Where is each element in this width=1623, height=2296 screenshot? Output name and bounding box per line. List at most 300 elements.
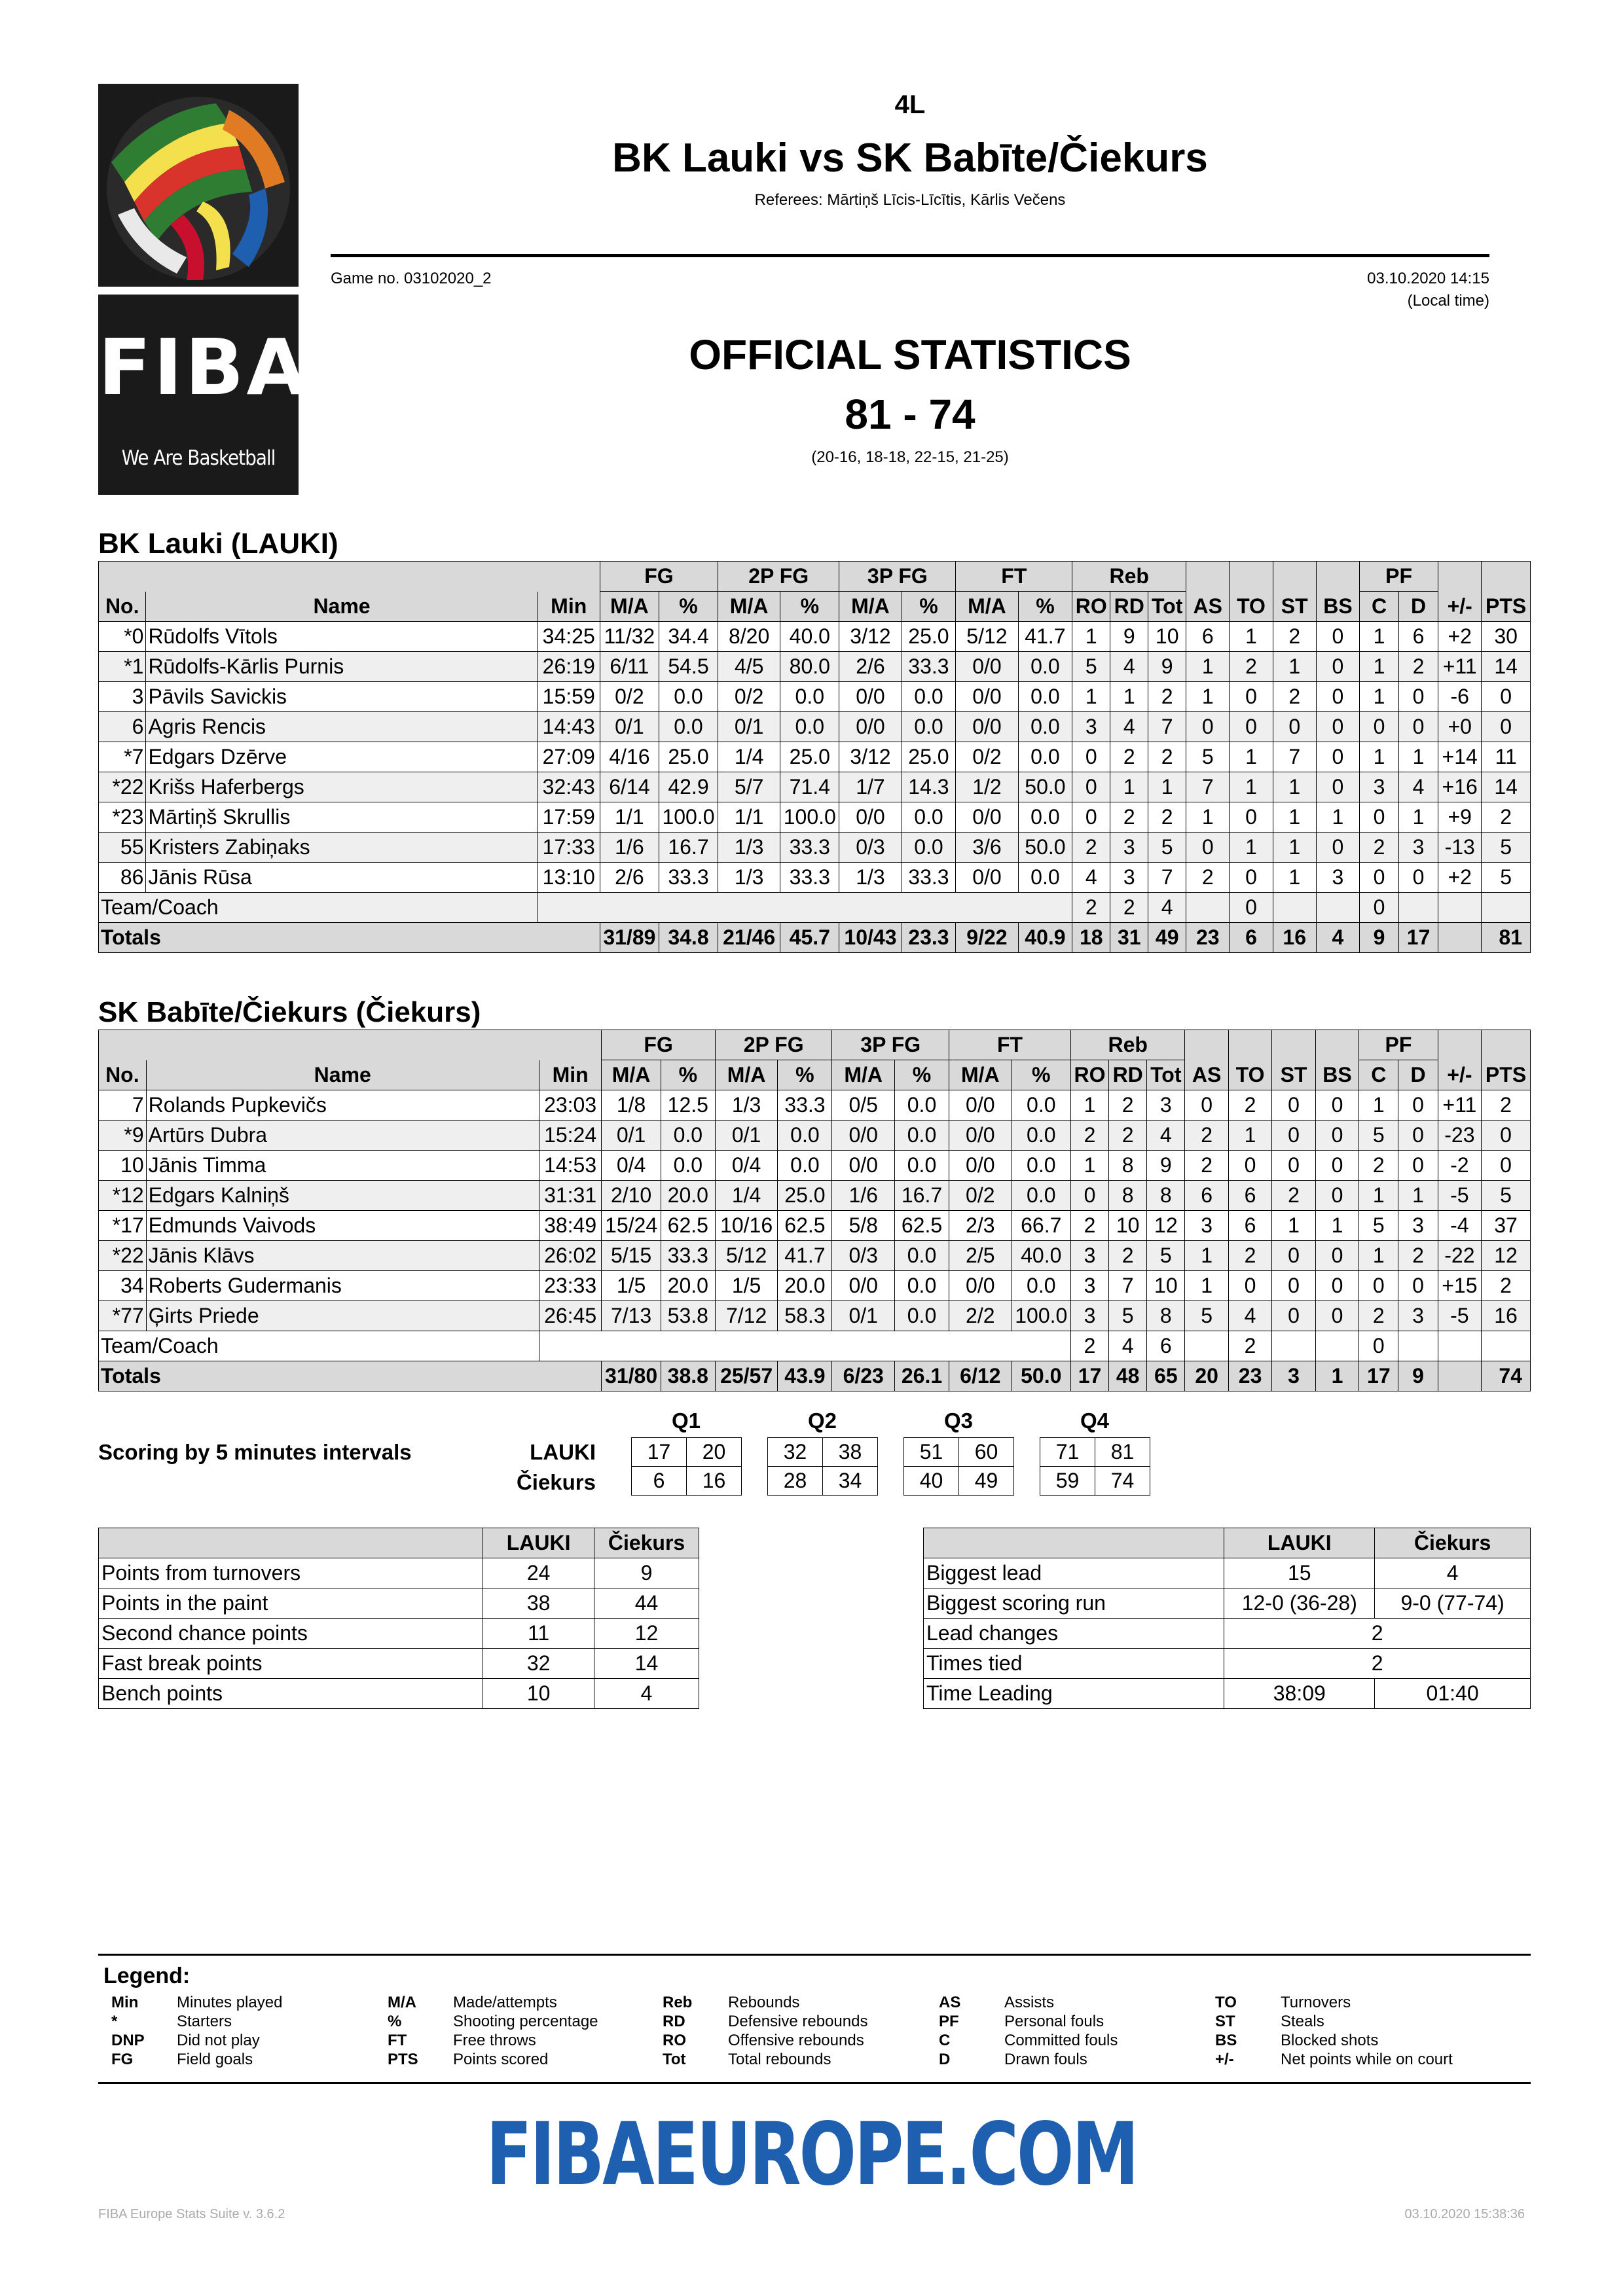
totals-row [99, 1361, 1531, 1391]
stat-cell: 1/3 [718, 863, 780, 893]
player-row[interactable] [99, 1090, 1531, 1121]
stat-cell: 27:09 [538, 742, 600, 772]
legend-value: Points scored [453, 2051, 549, 2068]
stat-cell: 11 [1482, 742, 1531, 772]
stat-cell: 0.0 [1012, 1121, 1070, 1151]
stat-cell: 1 [1273, 863, 1316, 893]
player-row[interactable] [99, 1271, 1531, 1301]
player-row[interactable] [99, 622, 1531, 652]
stat-cell: 0 [1360, 863, 1399, 893]
stat-cell: 2 [1070, 1121, 1108, 1151]
player-number: *0 [99, 622, 146, 652]
stat-cell: 25.0 [902, 622, 956, 652]
player-name: Roberts Gudermanis [146, 1271, 539, 1301]
stat-cell: 4 [1228, 1301, 1271, 1331]
stat-cell: +11 [1438, 652, 1482, 682]
mini-row-value: 32 [483, 1649, 594, 1679]
stat-cell: 0 [1482, 1121, 1531, 1151]
stat-cell: 1/3 [718, 833, 780, 863]
mini-row-label: Points from turnovers [99, 1558, 483, 1588]
stat-cell: 5 [1185, 1301, 1228, 1331]
stat-cell: 14.3 [902, 772, 956, 802]
stat-cell: 0.0 [778, 1151, 832, 1181]
stat-cell: 1/1 [600, 802, 659, 833]
stat-cell: 2 [1359, 1301, 1398, 1331]
scoring-cell: 51 [904, 1438, 959, 1467]
stat-cell: 0 [1398, 1090, 1438, 1121]
totals-cell: 3 [1272, 1361, 1315, 1391]
scoring-cell: 17 [632, 1438, 687, 1467]
stat-cell: 26:45 [539, 1301, 602, 1331]
stat-cell: 33.3 [778, 1090, 832, 1121]
stat-cell: 0 [1230, 893, 1273, 923]
legend-key: FT [388, 2032, 407, 2049]
column-header: No. [99, 592, 146, 622]
stat-cell: 0 [1186, 833, 1230, 863]
legend-value: Net points while on court [1281, 2051, 1453, 2068]
stat-cell: 6 [1228, 1211, 1271, 1241]
stat-cell: 1/5 [715, 1271, 778, 1301]
mini-row [99, 1588, 699, 1619]
player-row[interactable] [99, 1211, 1531, 1241]
player-row[interactable] [99, 1301, 1531, 1331]
totals-cell: 9/22 [956, 923, 1018, 953]
stat-cell: 1 [1360, 742, 1399, 772]
legend-top-divider [98, 1954, 1531, 1956]
stat-cell: -13 [1438, 833, 1482, 863]
stat-cell: 0 [1316, 833, 1359, 863]
totals-cell: 10/43 [839, 923, 902, 953]
stat-cell: 0.0 [1012, 1271, 1070, 1301]
scoring-row [1040, 1438, 1150, 1467]
totals-cell: 38.8 [661, 1361, 715, 1391]
group-header [1273, 562, 1316, 592]
stat-cell: 4 [1147, 1121, 1185, 1151]
stat-cell: 7 [1148, 863, 1186, 893]
totals-cell: 17 [1399, 923, 1438, 953]
totals-cell: 20 [1185, 1361, 1228, 1391]
player-row[interactable] [99, 742, 1531, 772]
stat-cell: 0.0 [902, 712, 956, 742]
scoring-row [1040, 1467, 1150, 1496]
player-number: *23 [99, 802, 146, 833]
group-header [1230, 562, 1273, 592]
stat-cell: 0 [1482, 712, 1531, 742]
player-number: 55 [99, 833, 146, 863]
legend-bottom-divider [98, 2082, 1531, 2084]
scoring-quarter-header: Q1 [671, 1408, 701, 1433]
mini-row-label: Lead changes [924, 1619, 1224, 1649]
column-header: % [1012, 1060, 1070, 1090]
stat-cell: 0.0 [894, 1241, 949, 1271]
stat-cell: 0.0 [661, 1121, 715, 1151]
group-header: Reb [1072, 562, 1186, 592]
fiba-brand-block [98, 295, 309, 495]
legend-value: Turnovers [1281, 1994, 1351, 2011]
player-name: Jānis Rūsa [146, 863, 538, 893]
stat-cell: 0.0 [1018, 742, 1072, 772]
legend-title: Legend: [103, 1964, 191, 1988]
stat-cell: 1 [1399, 802, 1438, 833]
stat-cell: 3 [1110, 833, 1148, 863]
stat-cell: 3 [1316, 863, 1359, 893]
group-header-row [99, 562, 1531, 592]
stat-cell: 1 [1186, 652, 1230, 682]
stat-cell: 5 [1482, 863, 1531, 893]
stat-cell: 5 [1186, 742, 1230, 772]
column-header: RO [1070, 1060, 1108, 1090]
stat-cell: 0 [1186, 712, 1230, 742]
stat-cell: 2 [1399, 652, 1438, 682]
stat-cell: 2 [1273, 622, 1316, 652]
stat-cell: 33.3 [902, 863, 956, 893]
stat-cell: 8 [1109, 1181, 1147, 1211]
legend [98, 1954, 1531, 2084]
scoring-cell: 60 [959, 1438, 1014, 1467]
stat-cell: 2/5 [949, 1241, 1012, 1271]
player-name: Jānis Klāvs [146, 1241, 539, 1271]
group-header: 2P FG [718, 562, 839, 592]
stat-cell: 0.0 [659, 682, 718, 712]
stat-cell: 0/0 [956, 682, 1018, 712]
stat-cell: 3 [1399, 833, 1438, 863]
player-name: Rolands Pupkevičs [146, 1090, 539, 1121]
stat-cell: -6 [1438, 682, 1482, 712]
stat-cell: 32:43 [538, 772, 600, 802]
mini-header-blank [99, 1528, 483, 1558]
stat-cell: 23:03 [539, 1090, 602, 1121]
stat-cell: 5 [1072, 652, 1110, 682]
stat-cell: 2/6 [839, 652, 902, 682]
stat-cell: 3 [1398, 1211, 1438, 1241]
stat-cell: 0.0 [1018, 712, 1072, 742]
legend-value: Steals [1281, 2013, 1324, 2030]
stat-cell: 25.0 [780, 742, 839, 772]
stat-cell: 4 [1110, 712, 1148, 742]
stat-cell: 71.4 [780, 772, 839, 802]
column-header: +/- [1438, 592, 1482, 622]
column-header: Tot [1148, 592, 1186, 622]
player-row[interactable] [99, 682, 1531, 712]
player-row[interactable] [99, 1151, 1531, 1181]
column-header: ST [1273, 592, 1316, 622]
player-row[interactable] [99, 802, 1531, 833]
column-header: BS [1316, 592, 1359, 622]
stat-cell: 9 [1148, 652, 1186, 682]
stat-cell: 25.0 [902, 742, 956, 772]
stat-cell: 0 [1316, 742, 1359, 772]
mini-header-team2: Čiekurs [1375, 1528, 1531, 1558]
stat-cell: 0 [1316, 712, 1359, 742]
stat-cell: 1 [1359, 1181, 1398, 1211]
legend-key: ST [1215, 2013, 1235, 2030]
mini-row-value: 11 [483, 1619, 594, 1649]
stat-cell: 0/0 [949, 1271, 1012, 1301]
legend-key: Reb [663, 1994, 693, 2011]
stat-cell [1482, 1331, 1531, 1361]
stat-cell: 10 [1147, 1271, 1185, 1301]
stat-cell: 1 [1360, 682, 1399, 712]
stat-cell: 0 [1360, 712, 1399, 742]
player-name: Mārtiņš Skrullis [146, 802, 538, 833]
stat-cell: 30 [1482, 622, 1531, 652]
stat-cell: 33.3 [659, 863, 718, 893]
stat-cell: 12.5 [661, 1090, 715, 1121]
stat-cell: 0 [1315, 1151, 1359, 1181]
column-header: Name [146, 1060, 539, 1090]
stat-cell [1438, 1331, 1481, 1361]
stat-cell: 0 [1399, 863, 1438, 893]
totals-cell: 18 [1072, 923, 1110, 953]
group-header [1185, 1030, 1228, 1060]
stat-cell: 12 [1482, 1241, 1531, 1271]
stat-cell: 0 [1316, 622, 1359, 652]
player-number: *17 [99, 1211, 147, 1241]
column-header: M/A [715, 1060, 778, 1090]
stat-cell: 1 [1273, 772, 1316, 802]
stat-cell: 33.3 [902, 652, 956, 682]
stat-cell: 25.0 [659, 742, 718, 772]
player-number: 10 [99, 1151, 147, 1181]
column-header: RO [1072, 592, 1110, 622]
stat-cell: -4 [1438, 1211, 1481, 1241]
stat-cell: 4 [1399, 772, 1438, 802]
stat-cell: 2 [1228, 1090, 1271, 1121]
stat-cell: 6 [1228, 1181, 1271, 1211]
group-header: 2P FG [715, 1030, 832, 1060]
fibaeurope-logo[interactable]: FIBAEUROPE.COM [486, 2104, 1137, 2205]
legend-key: +/- [1215, 2051, 1234, 2068]
column-header: M/A [956, 592, 1018, 622]
stat-cell: 1 [1230, 742, 1273, 772]
team-coach-row [99, 893, 1531, 923]
stat-cell: 15:59 [538, 682, 600, 712]
totals-cell: 40.9 [1018, 923, 1072, 953]
player-number: *7 [99, 742, 146, 772]
legend-key: DNP [111, 2032, 145, 2049]
mini-row-value: 9-0 (77-74) [1375, 1588, 1531, 1619]
stat-cell: 5/12 [956, 622, 1018, 652]
stat-cell: 5 [1109, 1301, 1147, 1331]
totals-cell: 26.1 [894, 1361, 949, 1391]
stat-cell: 0/0 [956, 802, 1018, 833]
team2-box-score [98, 1030, 1531, 1391]
legend-key: M/A [388, 1994, 416, 2011]
stat-cell: 0/0 [839, 712, 902, 742]
stat-cell: 2/2 [949, 1301, 1012, 1331]
player-name: Edgars Kalniņš [146, 1181, 539, 1211]
stat-cell: 0.0 [894, 1301, 949, 1331]
stat-cell: 3 [1147, 1090, 1185, 1121]
stat-cell: 0/0 [949, 1090, 1012, 1121]
stat-cell: 7/12 [715, 1301, 778, 1331]
stat-cell: 0 [1272, 1090, 1315, 1121]
stat-cell: 0/0 [832, 1121, 895, 1151]
scoring-quarter-box [767, 1437, 878, 1496]
scoring-row [904, 1467, 1014, 1496]
stat-cell: 0 [1482, 682, 1531, 712]
basketball-logo-icon [98, 84, 299, 287]
stat-cell: 0.0 [1018, 652, 1072, 682]
player-row[interactable] [99, 652, 1531, 682]
player-number: 3 [99, 682, 146, 712]
stat-cell: 4/5 [718, 652, 780, 682]
stat-cell: 42.9 [659, 772, 718, 802]
stat-cell: 3 [1110, 863, 1148, 893]
stat-cell: 1 [1185, 1241, 1228, 1271]
stat-cell: 9 [1147, 1151, 1185, 1181]
stat-cell: 62.5 [661, 1211, 715, 1241]
stat-cell: 5/8 [832, 1211, 895, 1241]
stat-cell: 6 [1185, 1181, 1228, 1211]
scoring-cell: 20 [687, 1438, 742, 1467]
player-row[interactable] [99, 1241, 1531, 1271]
stat-cell: 8/20 [718, 622, 780, 652]
legend-value: Assists [1004, 1994, 1055, 2011]
stat-cell: 0/2 [600, 682, 659, 712]
stat-cell: 0 [1316, 682, 1359, 712]
mini-header-blank [924, 1528, 1224, 1558]
legend-key: Min [111, 1994, 139, 2011]
stat-cell: 1 [1230, 772, 1273, 802]
mini-header-team1: LAUKI [483, 1528, 594, 1558]
stat-cell: 2 [1360, 833, 1399, 863]
stat-cell: 26:19 [538, 652, 600, 682]
legend-value: Made/attempts [453, 1994, 557, 2011]
stat-cell: 1/2 [956, 772, 1018, 802]
scoring-cell: 16 [687, 1467, 742, 1496]
stat-cell: 1 [1186, 682, 1230, 712]
stat-cell: 3/12 [839, 742, 902, 772]
stat-cell: 0 [1230, 682, 1273, 712]
mini-header-row [924, 1528, 1531, 1558]
scoring-quarter-box [631, 1437, 742, 1496]
column-header: RD [1110, 592, 1148, 622]
totals-cell: 45.7 [780, 923, 839, 953]
stat-cell: 50.0 [1018, 772, 1072, 802]
group-header: Reb [1070, 1030, 1184, 1060]
stat-cell: 37 [1482, 1211, 1531, 1241]
stat-cell: 53.8 [661, 1301, 715, 1331]
printed-timestamp: 03.10.2020 15:38:36 [1404, 2207, 1525, 2221]
stat-cell: 1 [1272, 1211, 1315, 1241]
totals-cell: 6/12 [949, 1361, 1012, 1391]
column-header: ST [1272, 1060, 1315, 1090]
stat-cell: 0 [1398, 1271, 1438, 1301]
totals-cell: 74 [1482, 1361, 1531, 1391]
stat-cell: +14 [1438, 742, 1482, 772]
mini-row-value: 4 [594, 1679, 699, 1709]
scoring-row [768, 1467, 878, 1496]
scoring-team1-label: LAUKI [530, 1440, 596, 1464]
column-header: PTS [1482, 592, 1531, 622]
totals-cell: 6 [1230, 923, 1273, 953]
stat-cell: 6 [1399, 622, 1438, 652]
stat-cell: 23:33 [539, 1271, 602, 1301]
player-name: Artūrs Dubra [146, 1121, 539, 1151]
player-row[interactable] [99, 1181, 1531, 1211]
totals-row [99, 923, 1531, 953]
stat-cell: 20.0 [778, 1271, 832, 1301]
stat-cell: 5 [1359, 1211, 1398, 1241]
stat-cell: 2 [1228, 1241, 1271, 1271]
stat-cell: 7 [1273, 742, 1316, 772]
stat-cell: 1 [1148, 772, 1186, 802]
scoring-quarter-box [903, 1437, 1014, 1496]
totals-cell: 17 [1070, 1361, 1108, 1391]
stat-cell: 1 [1398, 1181, 1438, 1211]
stat-cell: +2 [1438, 863, 1482, 893]
totals-cell: 43.9 [778, 1361, 832, 1391]
stat-cell: 2 [1148, 802, 1186, 833]
stat-cell: 2 [1072, 833, 1110, 863]
stat-cell: +11 [1438, 1090, 1481, 1121]
stat-cell: +9 [1438, 802, 1482, 833]
legend-key: BS [1215, 2032, 1237, 2049]
stat-cell: 0.0 [902, 802, 956, 833]
totals-cell: 81 [1482, 923, 1531, 953]
game-datetime: 03.10.2020 14:15 [1367, 270, 1489, 287]
stat-cell: 0/0 [949, 1151, 1012, 1181]
player-number: *77 [99, 1301, 147, 1331]
stat-cell: 4/16 [600, 742, 659, 772]
stat-cell: 1/7 [839, 772, 902, 802]
stat-cell: -5 [1438, 1181, 1481, 1211]
mini-row-label: Times tied [924, 1649, 1224, 1679]
mini-row-label: Points in the paint [99, 1588, 483, 1619]
stat-cell: 40.0 [780, 622, 839, 652]
mini-row-value: 12 [594, 1619, 699, 1649]
column-header: Name [146, 592, 538, 622]
mini-row-value: 10 [483, 1679, 594, 1709]
stat-cell: 0.0 [1018, 682, 1072, 712]
stat-cell [1185, 1331, 1228, 1361]
totals-cell: 50.0 [1012, 1361, 1070, 1391]
stat-cell: 14:53 [539, 1151, 602, 1181]
column-header: C [1359, 1060, 1398, 1090]
column-header: C [1360, 592, 1399, 622]
legend-key: RD [663, 2013, 685, 2030]
player-name: Kristers Zabiņaks [146, 833, 538, 863]
stat-cell: -5 [1438, 1301, 1481, 1331]
stat-cell: 0 [1315, 1090, 1359, 1121]
player-row[interactable] [99, 863, 1531, 893]
totals-cell: 34.8 [659, 923, 718, 953]
stat-cell: 5 [1148, 833, 1186, 863]
player-row[interactable] [99, 712, 1531, 742]
stat-cell: 0 [1072, 772, 1110, 802]
group-header [1316, 562, 1359, 592]
stat-cell: 0 [1315, 1301, 1359, 1331]
stat-cell: 2 [1228, 1331, 1271, 1361]
mini-row [99, 1649, 699, 1679]
scoring-row [768, 1438, 878, 1467]
mini-row-label: Biggest lead [924, 1558, 1224, 1588]
stat-cell: 0.0 [1012, 1090, 1070, 1121]
scoring-cell: 74 [1095, 1467, 1150, 1496]
player-row[interactable] [99, 833, 1531, 863]
fiba-wordmark: FIBA [98, 322, 309, 412]
player-row[interactable] [99, 772, 1531, 802]
stat-cell: 2 [1070, 1211, 1108, 1241]
player-number: 7 [99, 1090, 147, 1121]
stat-cell: 10/16 [715, 1211, 778, 1241]
player-row[interactable] [99, 1121, 1531, 1151]
stat-cell: 1 [1399, 742, 1438, 772]
stat-cell: 0.0 [902, 682, 956, 712]
stat-cell: -23 [1438, 1121, 1481, 1151]
player-number: *22 [99, 772, 146, 802]
